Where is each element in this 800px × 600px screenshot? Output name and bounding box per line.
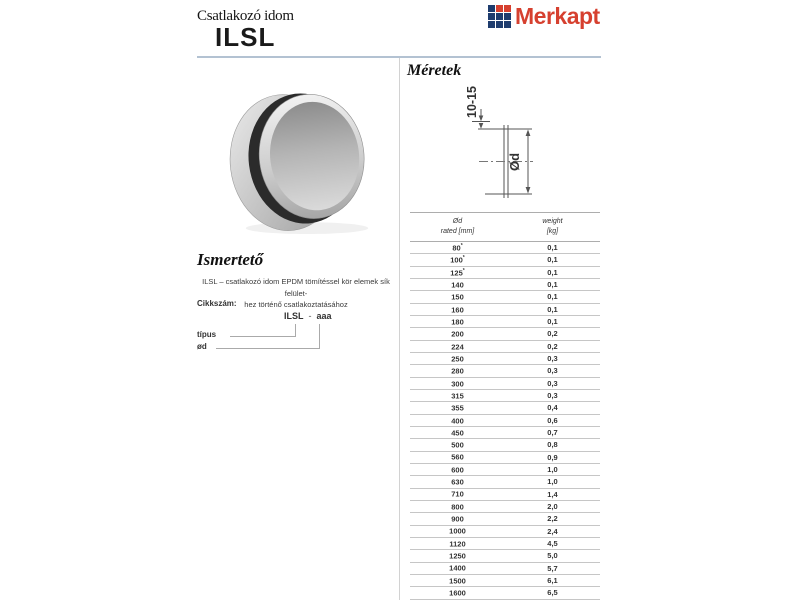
table-row	[410, 353, 600, 365]
footnote-mark: *	[462, 267, 465, 274]
cell-diameter: 450	[451, 428, 464, 438]
callout-label-tipus: típus	[197, 330, 217, 339]
cell-diameter: 800	[451, 502, 464, 512]
table-row	[410, 563, 600, 575]
cell-weight: 2,4	[547, 526, 558, 536]
column-divider	[399, 58, 400, 600]
code-separator: -	[308, 311, 312, 321]
brand-logo	[488, 4, 600, 29]
table-row	[410, 267, 600, 279]
cell-weight: 5,0	[547, 551, 558, 561]
cell-weight: 1,0	[547, 477, 558, 487]
brand-name-text: Merkapt	[515, 3, 600, 29]
cell-diameter: 100*	[450, 255, 465, 265]
cell-weight: 0,2	[547, 341, 558, 351]
cell-diameter: 80*	[452, 242, 463, 253]
header-weight-label: weight	[542, 217, 563, 225]
dim-diameter-label: Ød	[507, 152, 522, 172]
cell-diameter: 200	[451, 329, 464, 339]
cell-diameter: 1400	[449, 563, 466, 573]
cell-weight: 0,7	[547, 428, 558, 438]
cell-weight: 4,5	[547, 539, 558, 549]
cell-weight: 0,1	[547, 255, 558, 265]
cell-weight: 0,4	[547, 403, 558, 413]
table-row	[410, 390, 600, 402]
cell-diameter: 1250	[449, 551, 466, 561]
product-photo-image	[228, 80, 386, 238]
cell-diameter: 900	[451, 514, 464, 524]
cell-diameter: 280	[451, 366, 464, 376]
callout-line-od	[216, 324, 320, 349]
table-row	[410, 365, 600, 377]
cell-diameter: 355	[451, 403, 464, 413]
cell-weight: 0,3	[547, 354, 558, 364]
cell-diameter: 150	[451, 292, 464, 302]
cell-weight: 0,6	[547, 415, 558, 425]
table-row	[410, 489, 600, 501]
cell-weight: 0,1	[547, 292, 558, 302]
cell-diameter: 250	[451, 354, 464, 364]
table-row	[410, 464, 600, 476]
cell-diameter: 400	[451, 416, 464, 425]
table-row	[410, 427, 600, 439]
table-row	[410, 254, 600, 266]
table-row	[410, 242, 600, 254]
table-row	[410, 587, 600, 599]
code-suffix: aaa	[316, 311, 332, 321]
cell-diameter: 500	[451, 440, 464, 450]
product-type-title: Csatlakozó idom	[197, 8, 294, 24]
dimension-drawing	[428, 83, 603, 213]
cell-weight: 0,3	[547, 366, 558, 376]
table-row	[410, 526, 600, 538]
cell-weight: 0,1	[547, 267, 558, 277]
table-row	[410, 439, 600, 451]
cell-weight: 5,7	[547, 563, 558, 573]
callout-label-od: ød	[197, 342, 207, 351]
product-code-title: ILSL	[215, 22, 276, 52]
table-row	[410, 279, 600, 291]
table-row	[410, 341, 600, 353]
table-row	[410, 550, 600, 562]
table-row	[410, 378, 600, 390]
cell-diameter: 1120	[449, 539, 466, 549]
column-header-weight	[505, 217, 600, 237]
cell-diameter: 1000	[449, 526, 466, 536]
cell-weight: 0,1	[547, 317, 558, 327]
merkapt-grid-icon	[488, 5, 511, 28]
cell-weight: 1,4	[547, 489, 558, 499]
cell-diameter: 710	[451, 489, 464, 499]
table-row	[410, 513, 600, 525]
column-header-diameter	[410, 217, 505, 237]
cell-weight: 0,1	[547, 280, 558, 290]
cell-diameter: 560	[451, 452, 464, 462]
cell-diameter: 180	[451, 317, 464, 327]
cell-weight: 0,1	[547, 304, 558, 314]
cell-weight: 6,5	[547, 588, 558, 598]
header-weight-unit: [kg]	[546, 228, 559, 235]
ismerteto-heading: Ismertető	[197, 250, 264, 269]
table-row	[410, 291, 600, 303]
cell-diameter: 1600	[449, 588, 466, 598]
code-prefix: ILSL	[284, 311, 304, 321]
cell-weight: 0,3	[547, 378, 558, 388]
table-header-row	[410, 213, 600, 242]
meretek-heading: Méretek	[407, 62, 462, 79]
article-code	[284, 311, 332, 321]
cell-weight: 0,9	[547, 452, 558, 462]
cell-diameter: 1500	[449, 576, 466, 586]
table-body	[410, 242, 600, 600]
footnote-mark: *	[460, 242, 463, 249]
table-row	[410, 328, 600, 340]
header-diameter-unit: rated [mm]	[440, 228, 475, 235]
cell-diameter: 224	[451, 342, 464, 352]
cell-weight: 0,2	[547, 329, 558, 339]
description-line-2: hez történő csatlakoztatásához	[244, 300, 348, 310]
cell-weight: 2,2	[547, 514, 558, 524]
size-weight-table	[410, 212, 600, 600]
table-row	[410, 402, 600, 414]
article-number-label: Cikkszám:	[197, 299, 237, 308]
cell-diameter: 160	[451, 305, 464, 315]
cell-weight: 0,8	[547, 440, 558, 450]
footnote-mark: *	[462, 255, 465, 262]
table-row	[410, 575, 600, 587]
table-row	[410, 452, 600, 464]
cell-weight: 0,3	[547, 391, 558, 401]
cell-diameter: 315	[451, 391, 464, 401]
dim-insertion-label: 10-15	[465, 86, 479, 118]
table-row	[410, 476, 600, 488]
table-row	[410, 501, 600, 513]
cell-weight: 0,1	[547, 243, 558, 253]
cell-weight: 1,0	[547, 465, 558, 475]
cell-diameter: 125*	[450, 267, 465, 278]
description-line-1: ILSL – csatlakozó idom EPDM tömítéssel kör elemek sík felület-	[202, 277, 390, 298]
cell-weight: 6,1	[547, 576, 558, 586]
cell-diameter: 600	[451, 465, 464, 475]
table-row	[410, 304, 600, 316]
table-row	[410, 538, 600, 550]
cell-diameter: 140	[451, 280, 464, 290]
cell-weight: 2,0	[547, 502, 558, 512]
cell-diameter: 630	[451, 477, 464, 487]
table-row	[410, 415, 600, 427]
header-diameter-symbol: Ød	[452, 217, 463, 225]
cell-diameter: 300	[451, 379, 464, 389]
table-row	[410, 316, 600, 328]
